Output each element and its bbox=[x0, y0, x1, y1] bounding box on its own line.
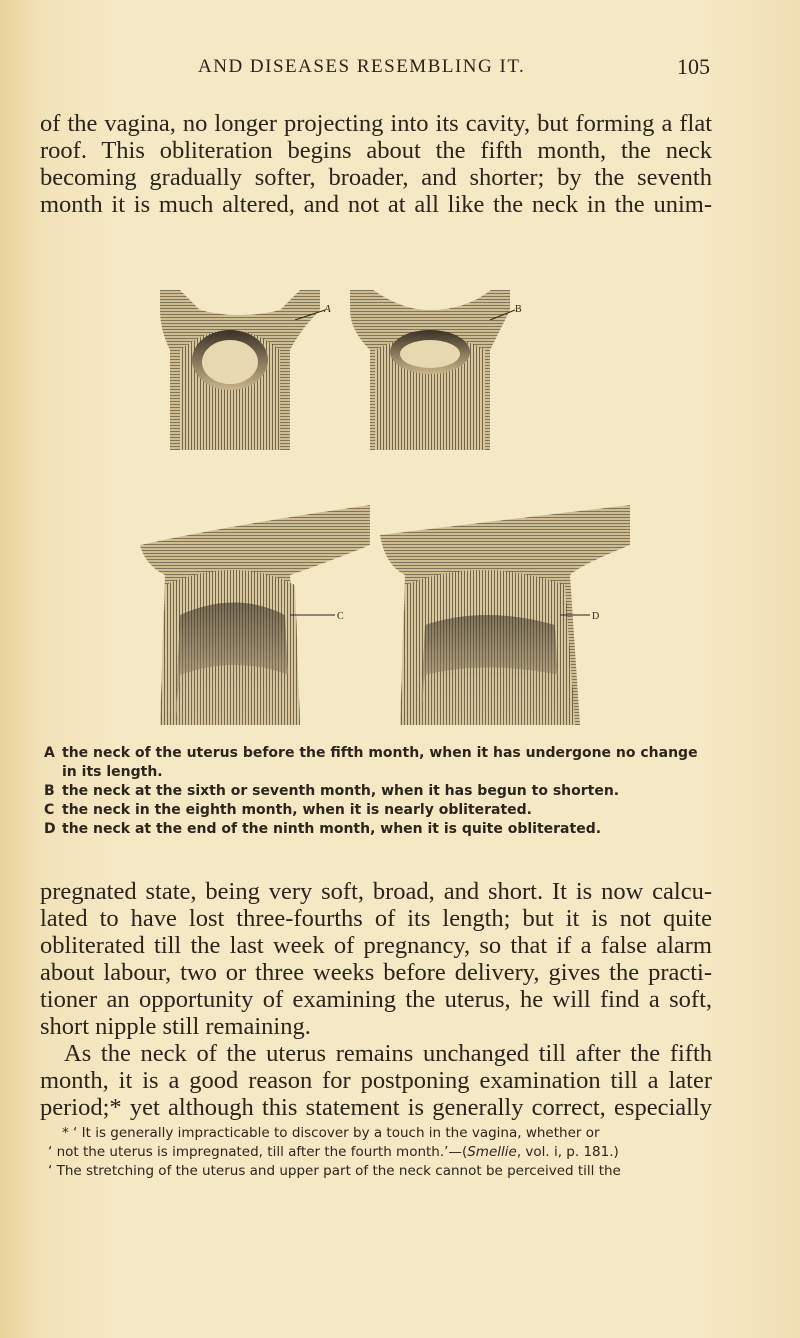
caption-letter: B bbox=[44, 783, 55, 799]
figure-caption bbox=[44, 744, 744, 839]
caption-d bbox=[44, 820, 744, 839]
caption-text: the neck at the sixth or seventh month, when it has begun to shorten. bbox=[62, 783, 620, 799]
caption-a bbox=[44, 744, 744, 763]
footnote-line-2 bbox=[48, 1143, 718, 1162]
text-line: short nipple still remaining. bbox=[40, 1013, 311, 1040]
caption-text: the neck at the end of the ninth month, when it is quite obliterated. bbox=[62, 821, 602, 837]
paragraph-3 bbox=[40, 1040, 712, 1121]
running-title: AND DISEASES RESEMBLING IT. bbox=[198, 56, 526, 77]
text-line: As the neck of the uterus remains unchanged till after the fifth bbox=[64, 1040, 712, 1067]
caption-text: the neck in the eighth month, when it is nearly obliterated. bbox=[62, 802, 533, 818]
caption-text: the neck of the uterus before the fifth month, when it has undergone no change bbox=[62, 745, 698, 761]
text-line: becoming gradually softer, broader, and shorter; by the seventh bbox=[40, 164, 712, 191]
figure-a bbox=[160, 290, 331, 450]
page-number: 105 bbox=[677, 54, 710, 79]
caption-c bbox=[44, 801, 744, 820]
text-line: obliterated till the last week of pregnancy, so that if a false alarm bbox=[40, 932, 712, 959]
figure-c bbox=[140, 505, 370, 725]
caption-a-continued: in its length. bbox=[62, 764, 163, 780]
footnote-text: , vol. i, p. 181.) bbox=[516, 1144, 619, 1160]
uterus-neck-figure bbox=[140, 290, 660, 730]
running-header bbox=[180, 56, 710, 86]
footnote-line: * ‘ It is generally impracticable to discover by a touch in the vagina, whether or bbox=[62, 1125, 600, 1141]
text-line: tioner an opportunity of examining the uterus, he will find a soft, bbox=[40, 986, 712, 1013]
figure-b bbox=[350, 290, 522, 450]
text-line: roof. This obliteration begins about the fifth month, the neck bbox=[40, 137, 712, 164]
text-line: period;* yet although this statement is generally correct, especially bbox=[40, 1094, 712, 1121]
footnote-text: ‘ not the uterus is impregnated, till after the fourth month.’—( bbox=[48, 1144, 468, 1160]
text-line: about labour, two or three weeks before delivery, gives the practi- bbox=[40, 959, 712, 986]
text-line: of the vagina, no longer projecting into its cavity, but forming a flat bbox=[40, 110, 712, 137]
figure-d bbox=[380, 505, 630, 725]
text-line: lated to have lost three-fourths of its length; but it is not quite bbox=[40, 905, 712, 932]
caption-b bbox=[44, 782, 744, 801]
text-line: pregnated state, being very soft, broad, and short. It is now calcu- bbox=[40, 878, 712, 905]
caption-letter: D bbox=[44, 821, 56, 837]
footnote-line: ‘ The stretching of the uterus and upper part of the neck cannot be perceived till the bbox=[48, 1163, 621, 1179]
caption-letter: A bbox=[44, 745, 55, 761]
figure-label-d: D bbox=[592, 611, 600, 622]
figure-label-a: A bbox=[324, 303, 331, 315]
caption-letter: C bbox=[44, 802, 55, 818]
figure-label-c: C bbox=[337, 611, 344, 622]
footnote-citation: Smellie bbox=[467, 1144, 517, 1160]
paragraph-2 bbox=[40, 878, 712, 1040]
text-line: month, it is a good reason for postponing examination till a later bbox=[40, 1067, 712, 1094]
figure-label-b: B bbox=[515, 304, 522, 315]
paragraph-1 bbox=[40, 110, 712, 218]
text-line: month it is much altered, and not at all like the neck in the unim- bbox=[40, 191, 712, 218]
footnote bbox=[48, 1124, 718, 1181]
